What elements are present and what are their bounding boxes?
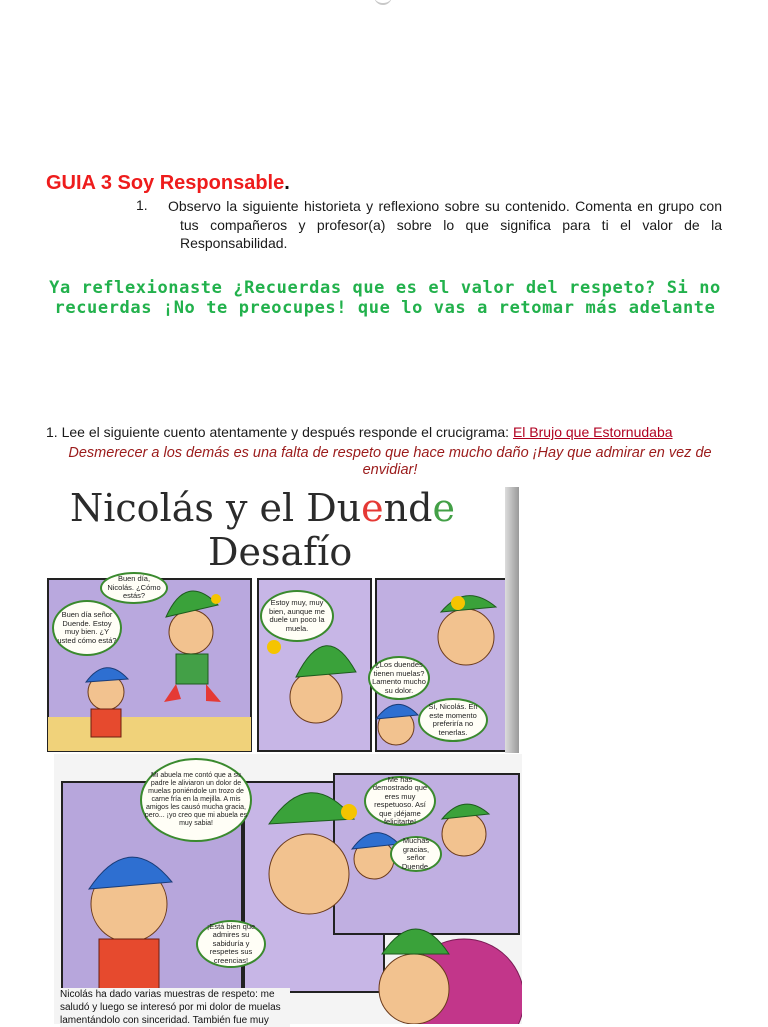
speech-bubble: Mi abuela me contó que a su padre le aliviaron un dolor de muelas poniéndole un trozo de carne fría en la mejilla. A mis amigos les causó mucha gracia, pero... ¡yo creo que mi abuela es muy sabia! xyxy=(140,758,252,842)
speech-bubble: Buen día, Nicolás. ¿Cómo estás? xyxy=(100,572,168,604)
respect-quote: Desmerecer a los demás es una falta de respeto que hace mucho daño ¡Hay que admirar en vez de envidiar! xyxy=(68,445,712,478)
guide-title: GUIA 3 Soy Responsable. xyxy=(46,172,290,194)
speech-bubble: ¿Los duendes tienen muelas? Lamento mucho su dolor. xyxy=(368,656,430,700)
page-top-mark xyxy=(374,0,392,5)
reflection-line-1: Ya reflexionaste ¿Recuerdas que es el valor del respeto? Si no xyxy=(49,278,721,298)
speech-bubble: Estoy muy, muy bien, aunque me duele un poco la muela. xyxy=(260,590,334,642)
speech-bubble: Me has demostrado que eres muy respetuoso. Así que ¡déjame felicitarte! xyxy=(364,776,436,826)
speech-bubble: ¡Está bien que admires su sabiduría y respetes sus creencias! xyxy=(196,920,266,968)
reflection-note xyxy=(40,278,730,318)
speech-bubble: Muchas gracias, señor Duende. xyxy=(390,836,442,872)
comic-title: Nicolás y el Duende xyxy=(70,486,455,530)
speech-bubble: Buen día señor Duende. Estoy muy bien. ¿Y usted cómo está? xyxy=(52,600,122,656)
list-item-number: 1. xyxy=(136,197,148,213)
speech-bubble: Sí, Nicolás. En este momento preferiría no tenerlas. xyxy=(418,698,488,742)
comic-panels-bottom xyxy=(54,754,522,1024)
comic-page-edge xyxy=(505,487,519,753)
comic-caption: Nicolás ha dado varias muestras de respeto: me saludó y luego se interesó por mi dolor de muelas lamentándolo con sinceridad. También fue muy xyxy=(60,988,290,1027)
comic-image-bottom xyxy=(54,754,522,1024)
story-link[interactable]: El Brujo que Estornudaba xyxy=(512,424,673,440)
reflection-line-2: recuerdas ¡No te preocupes! que lo vas a retomar más adelante xyxy=(54,298,716,318)
reading-instruction: 1. Lee el siguiente cuento atentamente y después responde el crucigrama: El Brujo que Estornudaba xyxy=(46,424,673,440)
list-item-text: Observo la siguiente historieta y reflexiono sobre su contenido. Comenta en grupo con tus compañeros y profesor(a) sobre lo que significa para ti el valor de la Responsabilidad. xyxy=(168,198,722,251)
comic-subtitle: Desafío xyxy=(208,530,353,574)
